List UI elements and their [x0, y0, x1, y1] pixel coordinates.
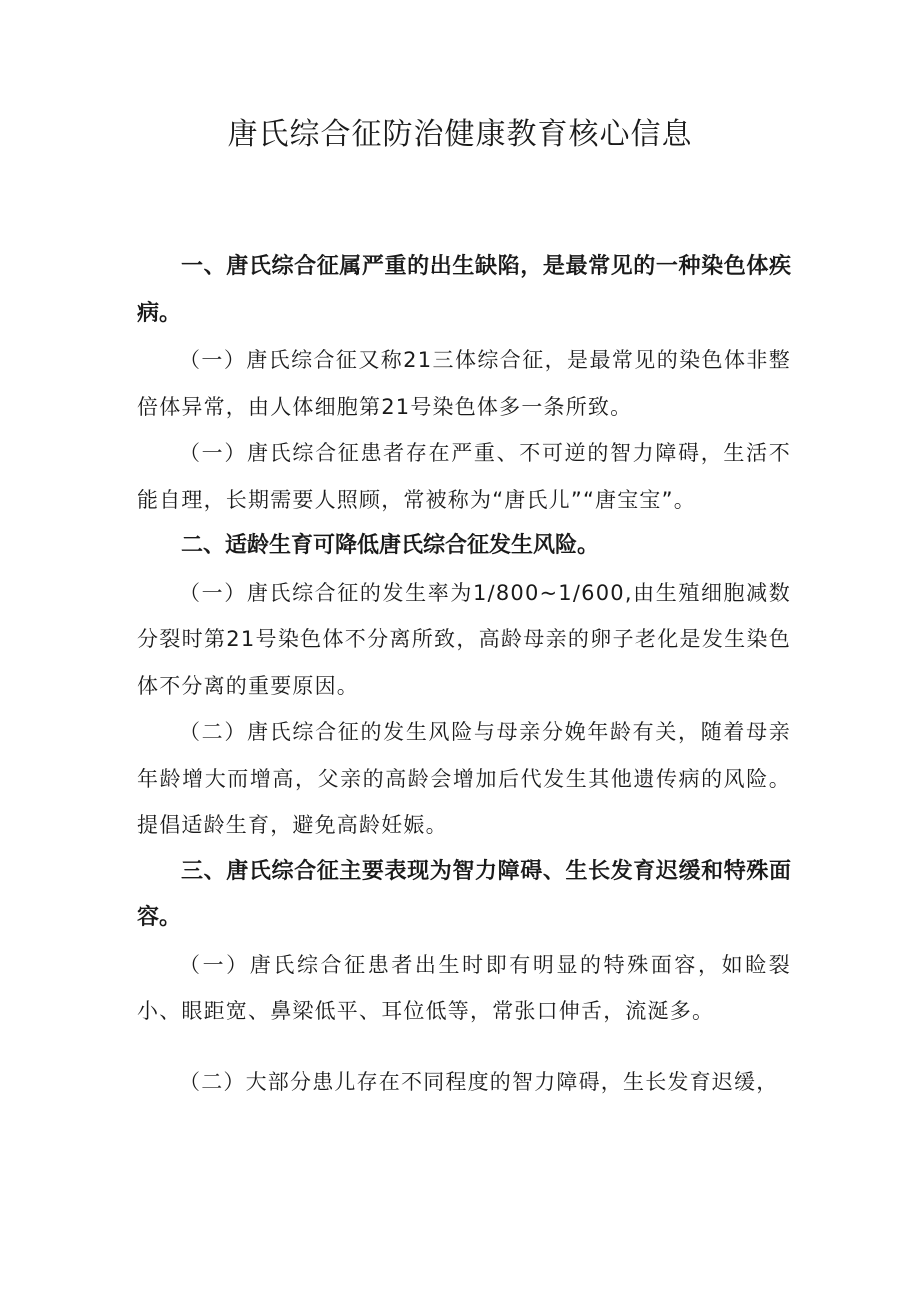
section-1-item-2: （一）唐氏综合征患者存在严重、不可逆的智力障碍，生活不能自理，长期需要人照顾，常被称为“唐氏儿”“唐宝宝”。 [137, 441, 791, 512]
section-heading-2: 二、适龄生育可降低唐氏综合征发生风险。 [181, 533, 600, 558]
paragraph-gap [137, 1035, 791, 1059]
section-1-item-1: （一）唐氏综合征又称21三体综合征，是最常见的染色体非整倍体异常，由人体细胞第21号染色体多一条所致。 [137, 348, 791, 419]
section-3-item-2: （二）大部分患儿存在不同程度的智力障碍，生长发育迟缓， [179, 1069, 779, 1094]
section-2-item-2: （二）唐氏综合征的发生风险与母亲分娩年龄有关，随着母亲年龄增大而增高，父亲的高龄会增加后代发生其他遗传病的风险。提倡适龄生育，避免高龄妊娠。 [137, 720, 791, 837]
document-body [137, 244, 791, 1105]
section-2-item-1: （一）唐氏综合征的发生率为1∕800~1∕600,由生殖细胞减数分裂时第21号染色体不分离所致，高龄母亲的卵子老化是发生染色体不分离的重要原因。 [137, 580, 791, 698]
document-title: 唐氏综合征防治健康教育核心信息 [227, 117, 693, 152]
section-heading-1: 一、唐氏综合征属严重的出生缺陷，是最常见的一种染色体疾病。 [137, 254, 791, 326]
section-heading-3: 三、唐氏综合征主要表现为智力障碍、生长发育迟缓和特殊面容。 [137, 858, 791, 930]
section-3-item-1: （一）唐氏综合征患者出生时即有明显的特殊面容，如睑裂小、眼距宽、鼻梁低平、耳位低等，常张口伸舌，流涎多。 [137, 952, 791, 1023]
